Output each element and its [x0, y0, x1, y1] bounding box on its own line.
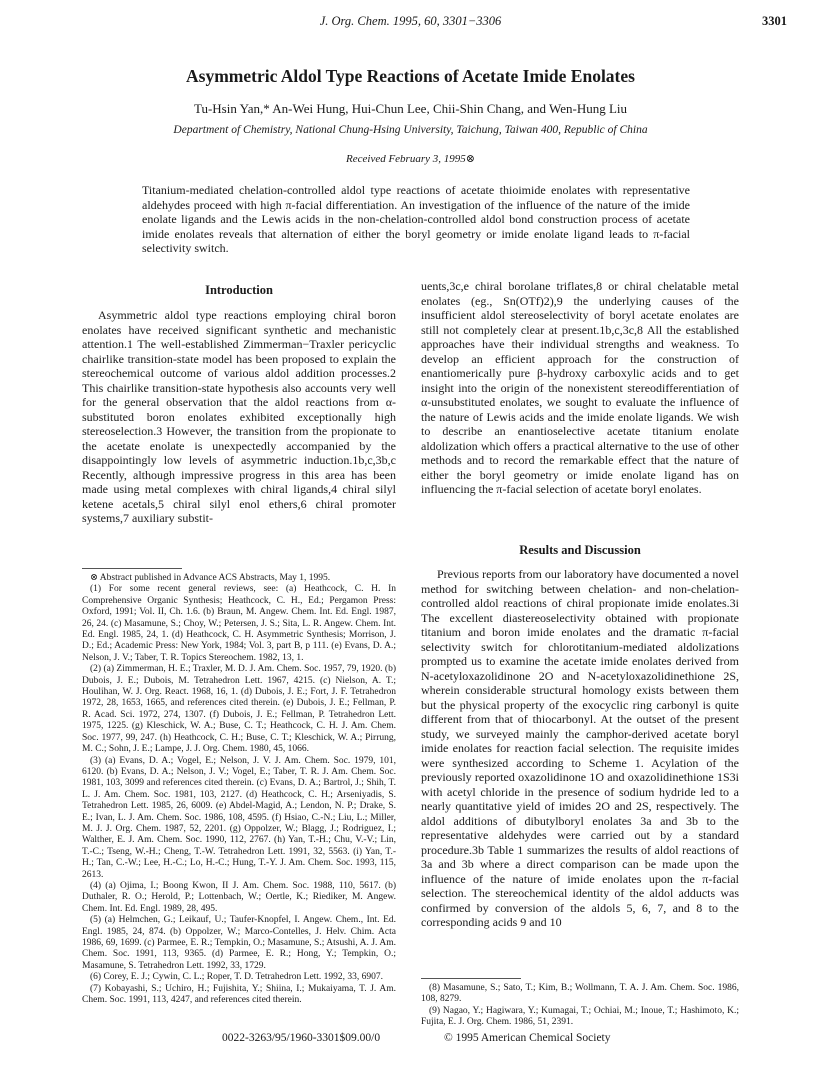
article-code: 0022-3263/95/1960-3301$09.00/0: [222, 1032, 381, 1044]
copyright: © 1995 American Chemical Society: [444, 1032, 611, 1044]
results-heading: Results and Discussion: [519, 543, 641, 557]
footnote: (7) Kobayashi, S.; Uchiro, H.; Fujishita, Y.; Shiina, I.; Mukaiyama, T. J. Am. Chem. Soc. 1991, 113, 4247, and references cited therein.: [82, 983, 396, 1006]
introduction-text-left: [82, 308, 396, 526]
abstract: Titanium-mediated chelation-controlled aldol type reactions of acetate thioimide enolates with representative aldehydes proceed with high π-facial differentiation. An investigation of the influence of the nature of the imide enolate ligands and the Lewis acids in the non-chelation-controlled aldol bond construction process of acetate imide enolates reveals that alternation of either the boryl geometry or imide enolate ligand leads to π-facial selectivity switch.: [142, 183, 690, 256]
article-title: Asymmetric Aldol Type Reactions of Acetate Imide Enolates: [186, 66, 635, 86]
introduction-paragraph: Asymmetric aldol type reactions employing chiral boron enolates have received significant synthetic and mechanistic attention.1 The well-established Zimmerman−Traxler pericyclic chairlike transition-state model has been proposed to explain the stereochemical outcome of various aldol addition processes.2 This chairlike transition-state hypothesis also accounts very well for the general observation that the aldol reactions from α-substituted boron enolates exhibited exceptionally high stereoselection.3 However, the transition from the propionate to the acetate enolate is unexpectedly accompanied by the disappointingly low levels of asymmetric induction.1b,c,3b,c Recently, although impressive progress in this area has been made using metal complexes with chiral ligands,4 chiral silyl ketene acetals,5 chiral silyl enol ethers,6 chiral promoter systems,7 auxiliary substit-: [82, 308, 396, 525]
introduction-heading: Introduction: [205, 283, 273, 297]
introduction-text-right: [421, 279, 739, 497]
results-text: [421, 567, 739, 930]
footnote: (4) (a) Ojima, I.; Boong Kwon, II J. Am. Chem. Soc. 1988, 110, 5617. (b) Duthaler, R. O.; Herold, P.; Lottenbach, W.; Oertle, K.; Riediker, M. Angew. Chem. Int. Ed. Engl. 1989, 28, 495.: [82, 880, 396, 914]
journal-header: J. Org. Chem. 1995, 60, 3301−3306: [319, 14, 502, 28]
footnote: (9) Nagao, Y.; Hagiwara, Y.; Kumagai, T.; Ochiai, M.; Inoue, T.; Hashimoto, K.; Fujita, E. J. Org. Chem. 1986, 51, 2391.: [421, 1005, 739, 1028]
affiliation: Department of Chemistry, National Chung-Hsing University, Taichung, Taiwan 400, Republic of China: [173, 124, 648, 136]
footnote-divider: [82, 568, 182, 569]
footnote: (1) For some recent general reviews, see: (a) Heathcock, C. H. In Comprehensive Organic Synthesis; Heathcock, C. H., Ed.; Pergamon Press: Oxford, 1991; Vol. II, Ch. 1.6. (b) Braun, M. Angew. Chem. Int. Ed. Engl. 1987, 26, 24. (c) Masamune, S.; Choy, W.; Petersen, J. S.; Sita, L. R. Angew. Chem. Int. Ed. Engl. 1985, 24, 1. (d) Heathcock, C. H. Asymmetric Synthesis; Morrison, J. D.; Ed.; Academic Press: New York, 1984; Vol. 3, part B, p 111. (e) Evans, D. A.; Nelson, J. V.; Taber, T. R. Topics Stereochem. 1982, 13, 1.: [82, 584, 396, 663]
footnote: (6) Corey, E. J.; Cywin, C. L.; Roper, T. D. Tetrahedron Lett. 1992, 33, 6907.: [90, 972, 384, 983]
footnotes-left: [82, 573, 396, 1006]
footnote: (8) Masamune, S.; Sato, T.; Kim, B.; Wollmann, T. A. J. Am. Chem. Soc. 1986, 108, 8279.: [421, 983, 739, 1005]
received-date: Received February 3, 1995⊗: [346, 153, 475, 165]
footnote: (5) (a) Helmchen, G.; Leikauf, U.; Taufer-Knopfel, I. Angew. Chem., Int. Ed. Engl. 1985, 24, 874. (b) Oppolzer, W.; Marco-Contelles, J. Helv. Chim. Acta 1986, 69, 1699. (c) Parmee, E. R.; Tempkin, O.; Masamune, S.; Atsushi, A. J. Am. Chem. Soc. 1991, 113, 9365. (d) Parmee, E. R.; Hong, Y.; Tempkin, O.; Masamune, S. Tetrahedron Lett. 1992, 33, 1729.: [82, 915, 396, 971]
footnote: (3) (a) Evans, D. A.; Vogel, E.; Nelson, J. V. J. Am. Chem. Soc. 1979, 101, 6120. (b) Evans, D. A.; Nelson, J. V.; Vogel, E.; Taber, T. R. J. Am. Chem. Soc. 1981, 103, 3099 and references cited therein. (c) Evans, D. A.; Bartrol, J.; Shih, T. L. J. Am. Chem. Soc. 1981, 103, 2127. (d) Heathcock, C. H.; Arseniyadis, S. Tetrahedron Lett. 1985, 26, 6009. (e) Abdel-Magid, A.; Lendon, N. P.; Drake, S. E.; Ivan, L. J. Am. Chem. Soc. 1986, 108, 4595. (f) Hsiao, C.-N.; Liu, L.; Miller, M. J. J. Org. Chem. 1987, 52, 2201. (g) Oppolzer, W.; Blagg, J.; Rodriguez, I.; Walther, E. J. Am. Chem. Soc. 1990, 112, 2767. (h) Yan, T.-H.; Chu, V.-V.; Lin, T.-C.; Tseng, W.-H.; Cheng, T.-W. Tetrahedron Lett. 1991, 32, 5563. (i) Yan, T.-H.; Tan, C.-W.; Lee, H.-C.; Lo, H.-C.; Hung, T.-Y. J. Am. Chem. Soc. 1993, 115, 2613.: [82, 755, 396, 880]
footnote: (2) (a) Zimmerman, H. E.; Traxler, M. D. J. Am. Chem. Soc. 1957, 79, 1920. (b) Dubois, J. E.; Dubois, M. Tetrahedron Lett. 1967, 4215. (c) Nielson, A. T.; Houlihan, W. J. Org. React. 1968, 16, 1. (d) Dubois, J. E.; Fort, J. F. Tetrahedron 1972, 28, 1653, 1665, and references cited therein. (e) Dubois, J. E.; Fellman, P. R. Acad. Sci. 1972, 274, 1307. (f) Dubois, J. E.; Fellman, P. Tetrahedron Lett. 1975, 1225. (g) Kleschick, W. A.; Buse, C. T.; Heathcock, C. H. J. Am. Chem. Soc. 1977, 99, 247. (h) Heathcock, C. H.; Buse, C. T.; Kleschick, W. A.; Pirrung, M. C.; Sohn, J. E.; Lampe, J. J. Org. Chem. 1980, 45, 1066.: [82, 664, 396, 755]
introduction-continuation: uents,3c,e chiral borolane triflates,8 or chiral chelatable metal enolates (eg., Sn(OTf)2),9 the underlying causes of the insufficient aldol stereoselectivity of boryl acetate enolates are still not completely clear at present.1b,c,3c,8 All the established approaches have their individual strengths and weakness. To develop an efficient approach for the construction of enantiomerically pure β-hydroxy carboxylic acids and to get insight into the origin of the nonexistent stereodifferentiation of α-unsubstituted enolates, we sought to evaluate the influence of the nature of Lewis acids and the imide enolate ligands. We wish to describe an enantioselective acetate titanium enolate aldolization which offers a practical alternative to the use of other methods and to record the remarkable effect that the nature of either the boryl geometry or imide enolate ligand has on influencing the π-facial selection of acetate boryl enolates.: [421, 279, 739, 496]
page-number: 3301: [762, 14, 787, 28]
footnotes-right: [421, 983, 739, 1029]
author-list: Tu-Hsin Yan,* An-Wei Hung, Hui-Chun Lee, Chii-Shin Chang, and Wen-Hung Liu: [193, 101, 628, 116]
footnote-divider-right: [421, 978, 521, 979]
results-paragraph: Previous reports from our laboratory have documented a novel method for switching between chelation- and non-chelation-controlled aldol reactions of chiral propionate imide enolates.3i The excellent diastereoselectivity obtained with propionate titanium and boron imide enolates and the dramatic π-facial selectivity switch for chlorotitanium-mediated aldolizations prompted us to examine the acetate imide enolates derived from N-acetyloxazolidinone 2O and N-acetyloxazolidinethione 2S, wherein considerable structural homology exists between them but the physical property of the exocyclic ring carbonyl is quite different from that of thiocarbonyl. At the outset of the present study, we surveyed mainly the camphor-derived acetate boryl imide enolates for reaction facial selection. The requisite imides were synthesized according to Scheme 1. Acylation of the previously reported oxazolidinone 1O and oxazolidinethione 1S3i with acetyl chloride in the presence of sodium hydride led to a nearly quantitative yield of imides 2O and 2S, respectively. The aldol additions of dibutylboryl enolates 3a and 3b to the representative aldehydes were carried out by a standard procedure.3b Table 1 summarizes the results of aldol reactions of 3a and 3b where a direct comparison can be made upon the influence of the nature of imide enolates upon the π-facial selection. The stereochemical identity of the aldol adducts was confirmed by conversion of the aldols 5, 6, 7, and 8 to the corresponding acids 9 and 10: [421, 567, 739, 929]
footnote: ⊗ Abstract published in Advance ACS Abstracts, May 1, 1995.: [90, 573, 331, 583]
